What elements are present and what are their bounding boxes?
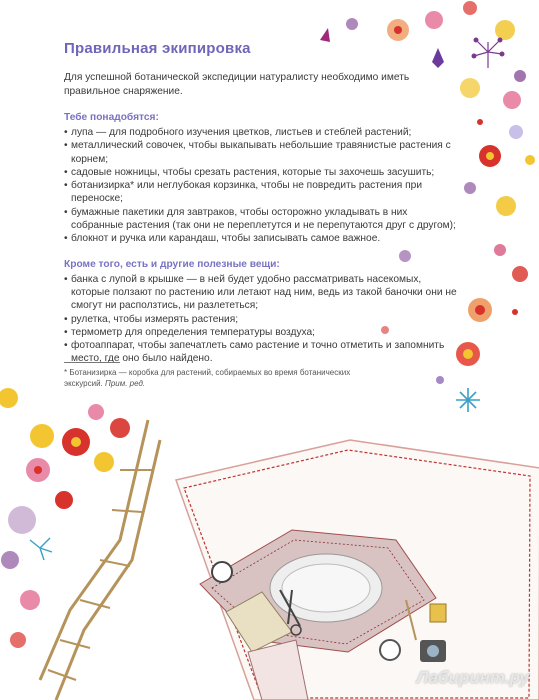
- section-heading-extra: Кроме того, есть и другие полезные вещи:: [64, 258, 280, 270]
- extra-items-list: [64, 273, 459, 366]
- list-item: • бумажные пакетики для завтраков, чтобы осторожно укладывать в них собранные растения (так они не переплетутся и не перепутаются друг с другом);: [64, 206, 459, 233]
- list-item: • банка с лупой в крышке — в ней будет удобно рассматривать насекомых, которые ползают по растению или летают над ним, ведь из такой баночки они не смогут ни расползтись, ни разлететься;: [64, 273, 459, 313]
- footnote-text: * Ботанизирка — коробка для растений, собираемых во время ботанических экскурсий.: [64, 368, 351, 388]
- list-item: • ботанизирка* или неглубокая корзинка, чтобы не повредить растения при переноске;: [64, 179, 459, 206]
- section-heading-needed: Тебе понадобятся:: [64, 112, 159, 123]
- list-item: • фотоаппарат, чтобы запечатлеть само растение и точно отметить и запомнить место, где оно было найдено.: [64, 339, 459, 366]
- list-item: • садовые ножницы, чтобы срезать растения, которые ты захочешь засушить;: [64, 166, 459, 179]
- picnic-blanket: [176, 440, 539, 700]
- watermark-logo: Лабиринт.ру: [416, 668, 529, 687]
- footnote-divider: [64, 362, 120, 363]
- footnote: [64, 362, 384, 389]
- intro-text: Для успешной ботанической экспедиции натуралисту необходимо иметь правильное снаряжение.: [64, 72, 410, 97]
- needed-items-list: [64, 126, 459, 246]
- page-title: Правильная экипировка: [64, 40, 251, 57]
- list-item: • термометр для определения температуры воздуха;: [64, 326, 459, 339]
- list-item: • рулетка, чтобы измерять растения;: [64, 313, 459, 326]
- list-item: • лупа — для подробного изучения цветков, листьев и стеблей растений;: [64, 126, 459, 139]
- flowers-left: [0, 388, 160, 700]
- list-item: • металлический совочек, чтобы выкапывать небольшие травянистые растения с корнем;: [64, 139, 459, 166]
- article: [64, 40, 459, 378]
- editor-note: Прим. ред.: [105, 379, 146, 388]
- list-item: • блокнот и ручка или карандаш, чтобы записывать самое важное.: [64, 232, 459, 245]
